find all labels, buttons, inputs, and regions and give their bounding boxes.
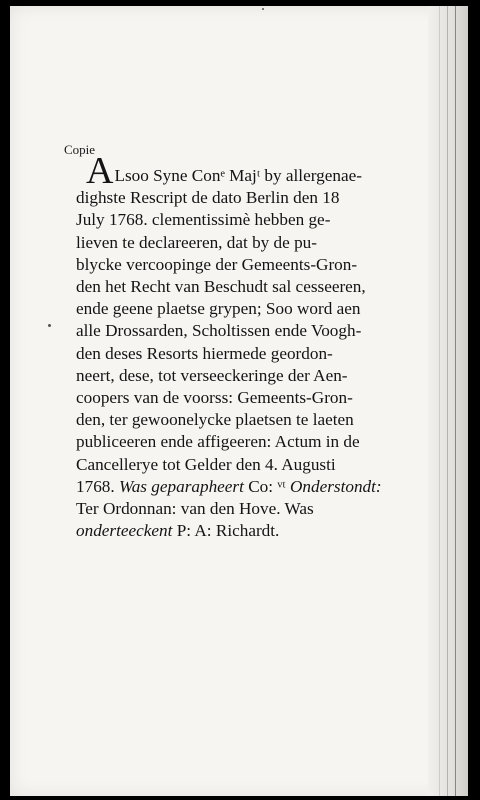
drop-cap: A <box>86 150 114 192</box>
text-line-16: Ter Ordonnan: van den Hove. Was <box>76 499 314 519</box>
text-line-6: den het Recht van Beschudt sal cesseeren, <box>76 277 366 297</box>
text-line-7: ende geene plaetse grypen; Soo word aen <box>76 299 361 319</box>
page-crease <box>447 6 448 796</box>
text-line-5: blycke vercoopinge der Gemeents-Gron- <box>76 254 358 274</box>
text-line-14: Cancellerye tot Gelder den 4. Augusti <box>76 454 336 474</box>
copy-note: Copie <box>64 142 96 157</box>
document-page <box>10 6 468 796</box>
text-line-1: ALsoo Syne Conᵉ Majᵗ by allergenae- <box>86 150 362 192</box>
document-body <box>76 150 424 542</box>
page-torn-edge <box>428 6 468 796</box>
page-crease <box>455 6 456 796</box>
text-line-13: publiceeren ende affigeeren: Actum in de <box>76 432 360 452</box>
text-line-17: onderteeckent P: A: Richardt. <box>76 521 280 541</box>
text-line-2: dighste Rescript de dato Berlin den 18 <box>76 188 340 208</box>
text-line-12: den, ter gewoonelycke plaetsen te laeten <box>76 410 354 430</box>
text-line-15: 1768. Was geparapheert Co: ᵛᵗ Onderstondt: <box>76 476 382 496</box>
text-line-10: neert, dese, tot verseeckeringe der Aen- <box>76 365 348 385</box>
paper-speck <box>48 324 51 327</box>
text-line-3: July 1768. clementissimè hebben ge- <box>76 210 331 230</box>
paper-speck <box>262 8 264 10</box>
text-line-11: coopers van de voorss: Gemeents-Gron- <box>76 388 353 408</box>
text-line-4: lieven te declareeren, dat by de pu- <box>76 232 317 252</box>
text-line-9: den deses Resorts hiermede geordon- <box>76 343 333 363</box>
page-crease <box>439 6 440 796</box>
text-line-8: alle Drossarden, Scholtissen ende Voogh- <box>76 321 362 341</box>
